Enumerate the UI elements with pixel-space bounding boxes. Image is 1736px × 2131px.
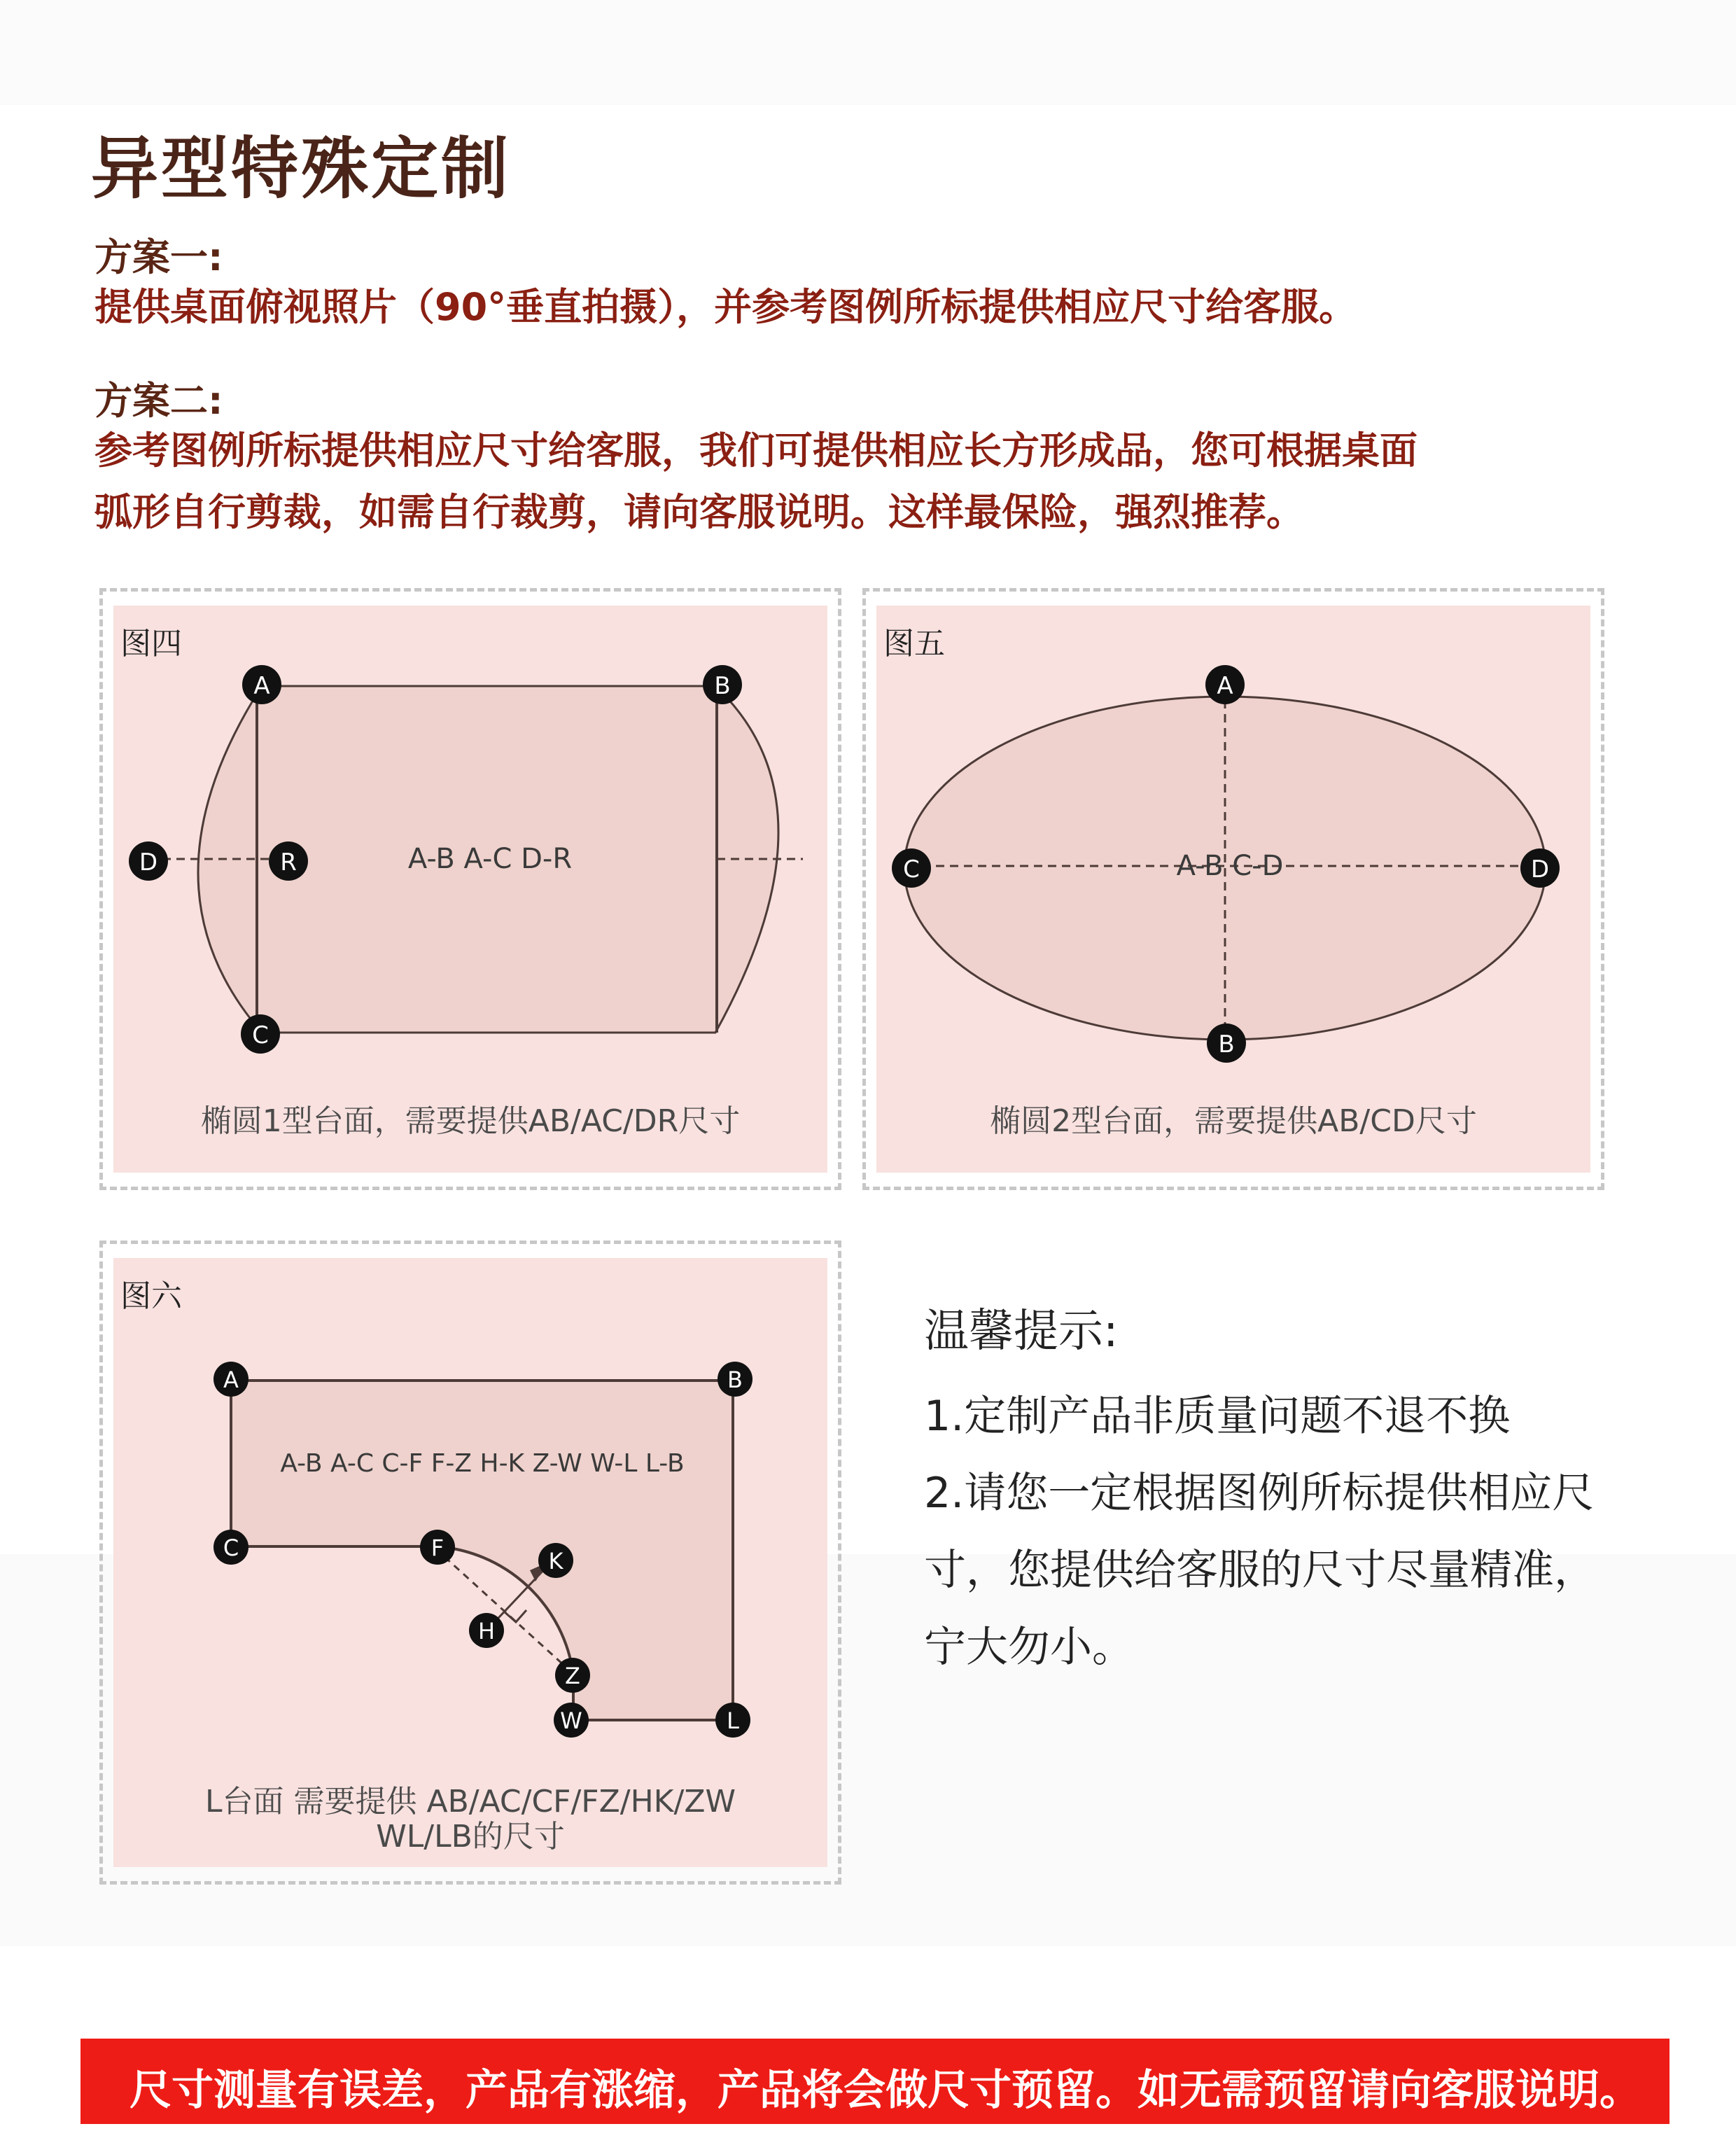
plan1-heading: 方案一: — [94, 235, 223, 279]
top-strip — [0, 0, 1736, 105]
page-title: 异型特殊定制 — [91, 130, 511, 208]
svg-text:Z: Z — [565, 1663, 580, 1689]
fig6-right-angle — [504, 1610, 526, 1622]
fig5-point-b — [1207, 1023, 1246, 1063]
fig5-label: 图五 — [883, 626, 945, 662]
fig5-diagram — [876, 606, 1590, 1173]
svg-text:L: L — [727, 1707, 739, 1734]
fig6-caption-line1: L台面 需要提供 AB/AC/CF/FZ/HK/ZW — [204, 1784, 736, 1819]
svg-text:C: C — [252, 1021, 269, 1049]
plan1-text: 提供桌面俯视照片（90°垂直拍摄），并参考图例所标提供相应尺寸给客服。 — [94, 285, 1357, 329]
svg-text:R: R — [280, 848, 297, 876]
svg-text:A: A — [223, 1367, 239, 1393]
fig4-point-b — [703, 665, 742, 704]
fig5-point-d — [1520, 848, 1560, 888]
fig4-diagram — [113, 606, 827, 1173]
notice-text: 尺寸测量有误差，产品有涨缩，产品将会做尺寸预留。如无需预留请向客服说明。 — [130, 2066, 1642, 2115]
fig6-point-a — [214, 1362, 248, 1397]
svg-text:B: B — [714, 672, 731, 700]
fig4-caption: 椭圆1型台面，需要提供AB/AC/DR尺寸 — [200, 1103, 741, 1139]
fig6-label: 图六 — [120, 1278, 182, 1314]
fig6-panel — [113, 1258, 827, 1867]
fig6-shape — [231, 1381, 733, 1720]
fig6-point-k — [538, 1543, 573, 1578]
svg-text:D: D — [1530, 855, 1550, 883]
fig6-point-z — [555, 1658, 590, 1693]
svg-text:W: W — [560, 1707, 582, 1734]
fig4-point-r — [269, 841, 308, 881]
fig5-point-c — [892, 848, 931, 888]
svg-text:A: A — [1217, 672, 1233, 700]
fig6-point-b — [718, 1362, 752, 1397]
svg-text:K: K — [548, 1548, 564, 1574]
plan2-heading: 方案二: — [94, 379, 223, 423]
fig6-point-l — [715, 1703, 750, 1738]
svg-text:B: B — [727, 1367, 743, 1393]
fig5-panel — [876, 606, 1590, 1173]
fig5-caption: 椭圆2型台面，需要提供AB/CD尺寸 — [990, 1103, 1477, 1139]
svg-text:D: D — [139, 848, 158, 876]
fig6-point-h — [469, 1613, 504, 1648]
fig4-point-a — [242, 665, 281, 704]
fig4-center-text: A-B A-C D-R — [407, 843, 573, 875]
fig6-point-c — [214, 1530, 248, 1565]
fig6-center-text: A-B A-C C-F F-Z H-K Z-W W-L L-B — [280, 1449, 685, 1478]
tips-title: 温馨提示: — [924, 1306, 1119, 1357]
fig6-point-w — [554, 1703, 589, 1738]
plan2-line1: 参考图例所标提供相应尺寸给客服，我们可提供相应长方形成品，您可根据桌面 — [94, 428, 1418, 473]
fig6-point-f — [420, 1530, 455, 1565]
fig4-label: 图四 — [120, 626, 182, 662]
fig4-point-d — [129, 841, 168, 881]
fig4-panel — [113, 606, 827, 1173]
fig5-point-a — [1205, 665, 1245, 704]
tip-line3: 寸，您提供给客服的尺寸尽量精准， — [924, 1546, 1596, 1595]
fig6-caption-line2: WL/LB的尺寸 — [376, 1819, 565, 1854]
svg-text:C: C — [223, 1535, 239, 1561]
svg-text:B: B — [1218, 1030, 1235, 1058]
svg-text:A: A — [253, 672, 270, 700]
fig4-point-c — [241, 1014, 280, 1054]
tip-line4: 宁大勿小。 — [924, 1623, 1134, 1672]
fig5-center-text: A-B C-D — [1176, 850, 1284, 882]
tip-line2: 2.请您一定根据图例所标提供相应尺 — [924, 1469, 1595, 1518]
svg-text:H: H — [477, 1618, 496, 1644]
plan2-line2: 弧形自行剪裁，如需自行裁剪，请向客服说明。这样最保险，强烈推荐。 — [94, 490, 1304, 534]
tip-line1: 1.定制产品非质量问题不退不换 — [924, 1392, 1511, 1441]
svg-text:F: F — [430, 1535, 444, 1561]
notice-bar — [80, 2039, 1670, 2124]
svg-text:C: C — [903, 855, 920, 883]
